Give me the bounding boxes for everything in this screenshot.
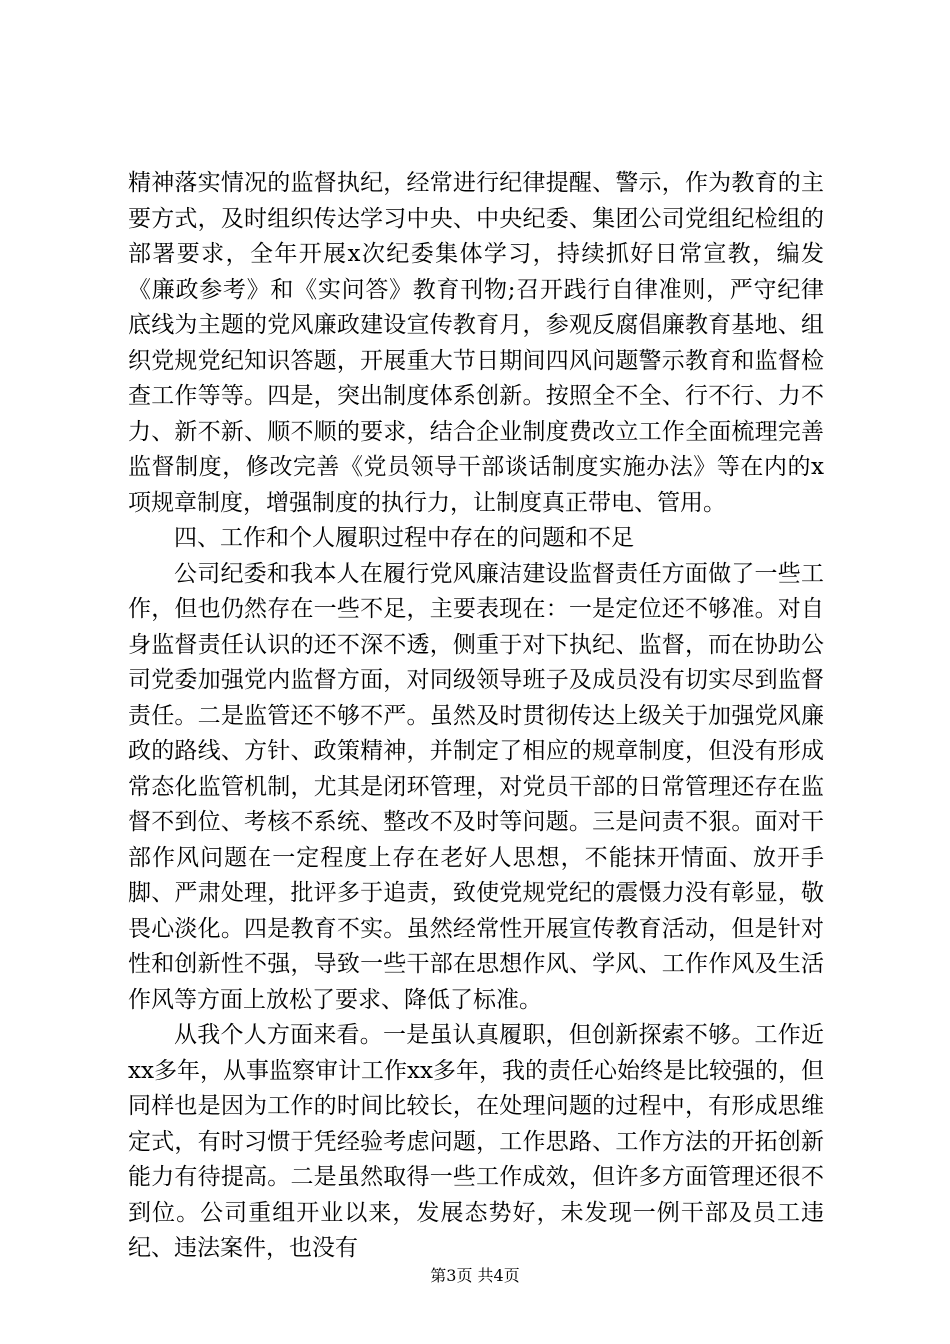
paragraph-1: 精神落实情况的监督执纪，经常进行纪律提醒、警示，作为教育的主要方式，及时组织传达学习中央、中央纪委、集团公司党组纪检组的部署要求，全年开展x次纪委集体学习，持续抓好日常宣教，编发《廉政参考》和《实问答》教育刊物;召开践行自律准则，严守纪律底线为主题的党风廉政建设宣传教育月，参观反腐倡廉教育基地、组织党规党纪知识答题，开展重大节日期间四风问题警示教育和监督检查工作等等。四是，突出制度体系创新。按照全不全、行不行、力不力、新不新、顺不顺的要求，结合企业制度费改立工作全面梳理完善监督制度，修改完善《党员领导干部谈话制度实施办法》等在内的x项规章制度，增强制度的执行力，让制度真正带电、管用。 — [128, 170, 824, 516]
section-heading: 四、工作和个人履职过程中存在的问题和不足 — [174, 525, 634, 551]
paragraph-3: 公司纪委和我本人在履行党风廉洁建设监督责任方面做了一些工作，但也仍然存在一些不足，主要表现在：一是定位还不够准。对自身监督责任认识的还不深不透，侧重于对下执纪、监督，而在协助公司党委加强党内监督方面，对同级领导班子及成员没有切实尽到监督责任。二是监管还不够不严。虽然及时贯彻传达上级关于加强党风廉政的路线、方针、政策精神，并制定了相应的规章制度，但没有形成常态化监管机制，尤其是闭环管理，对党员干部的日常管理还存在监督不到位、考核不系统、整改不及时等问题。三是问责不狠。面对干部作风问题在一定程度上存在老好人思想，不能抹开情面、放开手脚、严肃处理，批评多于追责，致使党规党纪的震慑力没有彰显，敬畏心淡化。四是教育不实。虽然经常性开展宣传教育活动，但是针对性和创新性不强，导致一些干部在思想作风、学风、工作作风及生活作风等方面上放松了要求、降低了标准。 — [128, 560, 824, 1013]
paragraph-4: 从我个人方面来看。一是虽认真履职，但创新探索不够。工作近xx多年，从事监察审计工作xx多年，我的责任心始终是比较强的，但同样也是因为工作的时间比较长，在处理问题的过程中，有形成思维定式，有时习惯于凭经验考虑问题，工作思路、工作方法的开拓创新能力有待提高。二是虽然取得一些工作成效，但许多方面管理还很不到位。公司重组开业以来，发展态势好，未发现一例干部及员工违纪、违法案件，也没有 — [128, 1022, 824, 1261]
document-body — [128, 166, 824, 1267]
page-footer: 第3页 共4页 — [430, 1266, 520, 1285]
